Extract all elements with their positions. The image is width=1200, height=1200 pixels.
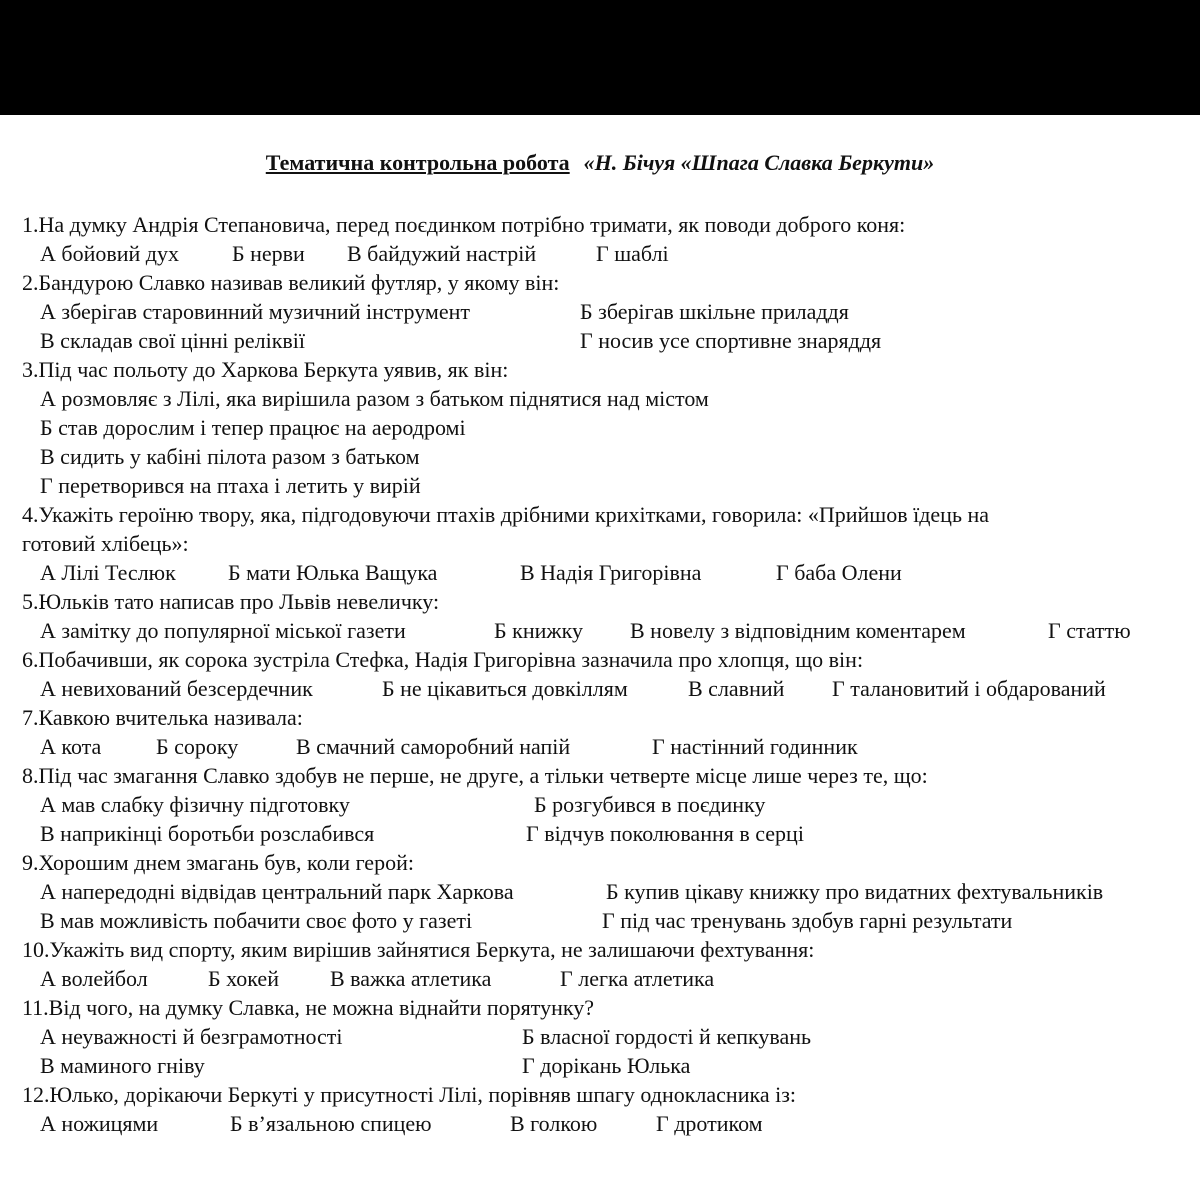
option-a: А неуважності й безграмотності [40, 1024, 343, 1049]
option-d: Г талановитий і обдарований [832, 676, 1106, 701]
option-d: Г перетворився на птаха і летить у вирій [40, 473, 421, 498]
question-9-text: 9.Хорошим днем змагань був, коли герой: [22, 850, 414, 875]
option-c: В маминого гніву [40, 1053, 205, 1078]
option-c: В новелу з відповідним коментарем [630, 618, 966, 643]
option-c: В наприкінці боротьби розслабився [40, 821, 375, 846]
option-d: Г шаблі [596, 241, 669, 266]
option-c: В сидить у кабіні пілота разом з батьком [40, 444, 420, 469]
option-d: Г дорікань Юлька [522, 1053, 691, 1078]
option-d: Г дротиком [656, 1111, 763, 1136]
option-b: Б книжку [494, 618, 583, 643]
question-1-text: 1.На думку Андрія Степановича, перед поєдинком потрібно тримати, як поводи доброго коня: [22, 212, 906, 237]
page-title [0, 150, 1200, 176]
option-c: В Надія Григорівна [520, 560, 702, 585]
option-d: Г статтю [1048, 618, 1131, 643]
title-main: Тематична контрольна робота [265, 150, 570, 175]
option-c: В важка атлетика [330, 966, 492, 991]
option-b: Б мати Юлька Ващука [228, 560, 438, 585]
question-7-text: 7.Кавкою вчителька називала: [22, 705, 303, 730]
question-4-text: 4.Укажіть героїню твору, яка, підгодовуючи птахів дрібними крихітками, говорила: «Прийшов їдець на [22, 502, 990, 527]
option-c: В байдужий настрій [347, 241, 537, 266]
option-b: Б в’язальною спицею [230, 1111, 432, 1136]
option-a: А волейбол [40, 966, 148, 991]
option-b: Б сороку [156, 734, 239, 759]
question-12-text: 12.Юлько, дорікаючи Беркуті у присутності Лілі, порівняв шпагу однокласника із: [22, 1082, 797, 1107]
option-d: Г під час тренувань здобув гарні результати [602, 908, 1013, 933]
option-a: А розмовляє з Лілі, яка вирішила разом з батьком піднятися над містом [40, 386, 709, 411]
question-5-text: 5.Юльків тато написав про Львів невеличку: [22, 589, 440, 614]
option-c: В мав можливість побачити своє фото у газеті [40, 908, 473, 933]
option-d: Г настінний годинник [652, 734, 858, 759]
option-b: Б нерви [232, 241, 305, 266]
question-6-text: 6.Побачивши, як сорока зустріла Стефка, Надія Григорівна зазначила про хлопця, що він: [22, 647, 864, 672]
option-b: Б розгубився в поєдинку [534, 792, 766, 817]
question-8-text: 8.Під час змагання Славко здобув не перше, не друге, а тільки четверте місце лише через те, що: [22, 763, 928, 788]
option-d: Г баба Олени [776, 560, 902, 585]
title-book: «Н. Бічуя «Шпага Славка Беркути» [583, 150, 935, 175]
option-a: А бойовий дух [40, 241, 179, 266]
option-b: Б зберігав шкільне приладдя [580, 299, 849, 324]
question-11-text: 11.Від чого, на думку Славка, не можна віднайти порятунку? [22, 995, 595, 1020]
question-4-text-cont: готовий хлібець»: [22, 531, 189, 556]
option-c: В славний [688, 676, 785, 701]
option-d: Г легка атлетика [560, 966, 715, 991]
option-a: А замітку до популярної міської газети [40, 618, 406, 643]
option-a: А ножицями [40, 1111, 159, 1136]
option-d: Г носив усе спортивне знаряддя [580, 328, 882, 353]
option-c: В смачний саморобний напій [296, 734, 571, 759]
question-10-text: 10.Укажіть вид спорту, яким вирішив зайнятися Беркута, не залишаючи фехтування: [22, 937, 815, 962]
option-a: А мав слабку фізичну підготовку [40, 792, 350, 817]
option-b: Б хокей [208, 966, 279, 991]
option-c: В складав свої цінні реліквії [40, 328, 306, 353]
option-b: Б купив цікаву книжку про видатних фехтувальників [606, 879, 1104, 904]
question-2-text: 2.Бандурою Славко називав великий футляр, у якому він: [22, 270, 560, 295]
option-a: А напередодні відвідав центральний парк Харкова [40, 879, 514, 904]
option-b: Б власної гордості й кепкувань [522, 1024, 812, 1049]
option-a: А Лілі Теслюк [40, 560, 176, 585]
option-a: А кота [40, 734, 102, 759]
option-a: А зберігав старовинний музичний інструмент [40, 299, 470, 324]
option-b: Б став дорослим і тепер працює на аеродромі [40, 415, 466, 440]
option-d: Г відчув поколювання в серці [526, 821, 804, 846]
question-3-text: 3.Під час польоту до Харкова Беркута уявив, як він: [22, 357, 509, 382]
option-b: Б не цікавиться довкіллям [382, 676, 628, 701]
top-black-band [0, 0, 1200, 115]
option-a: А невихований безсердечник [40, 676, 313, 701]
option-c: В голкою [510, 1111, 598, 1136]
